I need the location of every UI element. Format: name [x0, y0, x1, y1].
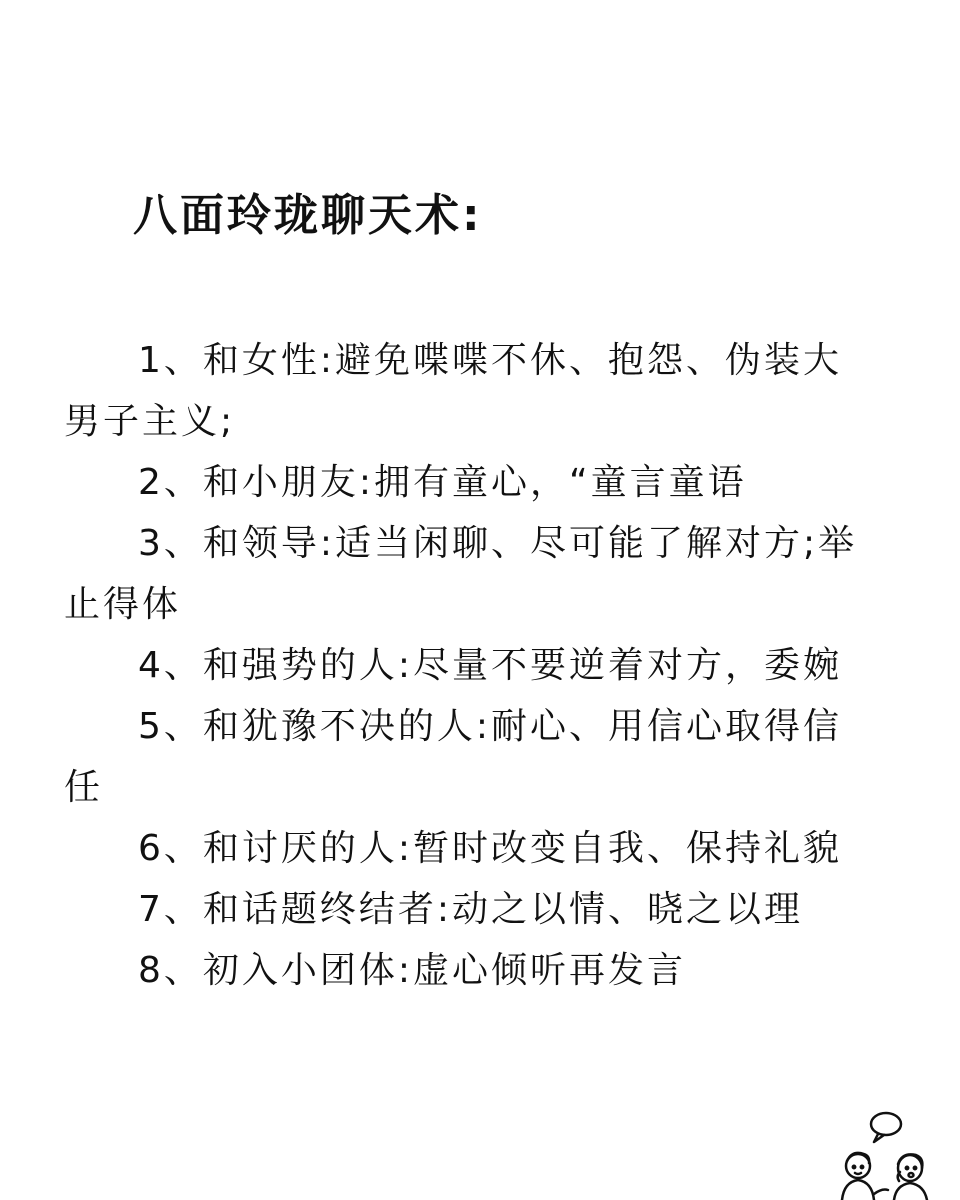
tips-list [64, 330, 924, 1001]
list-item-4-line: 4、和强势的人:尽量不要逆着对方，委婉 [138, 645, 843, 686]
list-item-1 [64, 330, 924, 452]
list-item-7 [64, 879, 924, 940]
list-item-8 [64, 940, 924, 1001]
list-item-2-line: 2、和小朋友:拥有童心，“童言童语 [138, 462, 747, 503]
list-item-5-line: 5、和犹豫不决的人:耐心、用信心取得信 [138, 706, 843, 747]
list-item-8-line: 8、初入小团体:虚心倾听再发言 [138, 950, 687, 991]
list-item-7-line: 7、和话题终结者:动之以情、晓之以理 [138, 889, 804, 930]
list-item-1-continuation: 男子主义; [64, 401, 236, 442]
list-item-6 [64, 818, 924, 879]
list-item-3-line: 3、和领导:适当闲聊、尽可能了解对方;举 [138, 523, 858, 564]
list-item-5-continuation: 任 [64, 767, 104, 808]
page-title: 八面玲珑聊天术: [133, 190, 483, 241]
list-item-3-continuation: 止得体 [64, 584, 182, 625]
list-item-4 [64, 635, 924, 696]
list-item-2 [64, 452, 924, 513]
list-item-1-line: 1、和女性:避免喋喋不休、抱怨、伪装大 [138, 340, 843, 381]
list-item-5 [64, 696, 924, 818]
list-item-6-line: 6、和讨厌的人:暂时改变自我、保持礼貌 [138, 828, 843, 869]
two-people-chatting-icon [830, 1108, 940, 1200]
list-item-3 [64, 513, 924, 635]
